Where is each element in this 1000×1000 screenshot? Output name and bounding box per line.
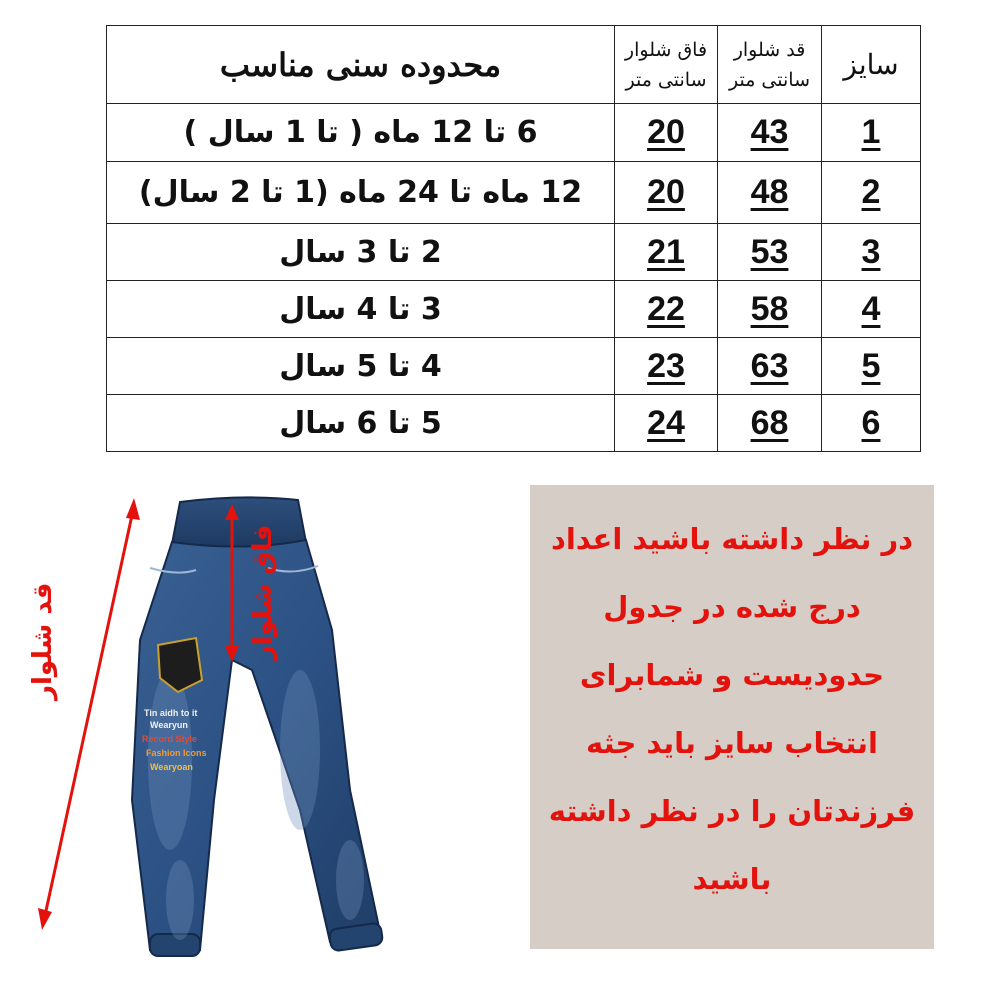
table-row — [107, 281, 921, 338]
cell-rise: 20 — [615, 104, 718, 162]
cell-size: 1 — [822, 104, 921, 162]
table-row — [107, 338, 921, 395]
patch-line-5: Wearyoan — [150, 762, 193, 772]
note-box — [530, 485, 934, 949]
header-size: سایز — [822, 26, 921, 104]
length-arrow — [38, 498, 140, 930]
header-length-line2: سانتی متر — [728, 68, 810, 91]
cell-size: 2 — [822, 162, 921, 224]
cell-rise: 24 — [615, 395, 718, 452]
patch-line-4: Fashion Icons — [146, 748, 207, 758]
table-row — [107, 104, 921, 162]
cell-size: 3 — [822, 224, 921, 281]
cell-age: 5 تا 6 سال — [107, 395, 615, 452]
note-text: در نظر داشته باشید اعداد درج شده در جدول حدودیست و شمابرای انتخاب سایز باید جثه فرزندتان را در نظر داشته باشید — [548, 522, 916, 896]
table-header-row — [107, 26, 921, 104]
cell-rise: 23 — [615, 338, 718, 395]
waistband — [172, 497, 306, 546]
cell-age: 4 تا 5 سال — [107, 338, 615, 395]
header-rise-line1: فاق شلوار — [624, 38, 708, 61]
cell-length: 48 — [718, 162, 822, 224]
cell-rise: 22 — [615, 281, 718, 338]
patch-line-2: Wearyun — [150, 720, 188, 730]
cell-age: 2 تا 3 سال — [107, 224, 615, 281]
length-label: قد شلوار — [28, 582, 58, 700]
patch-line-1: Tin aidh to it — [144, 708, 198, 718]
cell-age: 6 تا 12 ماه ( تا 1 سال ) — [107, 104, 615, 162]
cell-length: 63 — [718, 338, 822, 395]
cell-length: 53 — [718, 224, 822, 281]
header-length — [718, 26, 822, 104]
cell-length: 68 — [718, 395, 822, 452]
cell-size: 4 — [822, 281, 921, 338]
rise-label: فاق شلوار — [248, 524, 278, 660]
patch-line-3: Record Style — [142, 734, 198, 744]
header-rise-line2: سانتی متر — [625, 68, 707, 91]
header-length-line1: قد شلوار — [733, 38, 806, 61]
cell-size: 6 — [822, 395, 921, 452]
cell-length: 43 — [718, 104, 822, 162]
table-row — [107, 162, 921, 224]
cell-size: 5 — [822, 338, 921, 395]
cell-age: 3 تا 4 سال — [107, 281, 615, 338]
cell-rise: 20 — [615, 162, 718, 224]
size-table — [106, 25, 921, 452]
header-age-range: محدوده سنی مناسب — [107, 26, 615, 104]
table-row — [107, 224, 921, 281]
table-row — [107, 395, 921, 452]
cell-age: 12 ماه تا 24 ماه (1 تا 2 سال) — [107, 162, 615, 224]
header-rise — [615, 26, 718, 104]
cell-length: 58 — [718, 281, 822, 338]
cell-rise: 21 — [615, 224, 718, 281]
